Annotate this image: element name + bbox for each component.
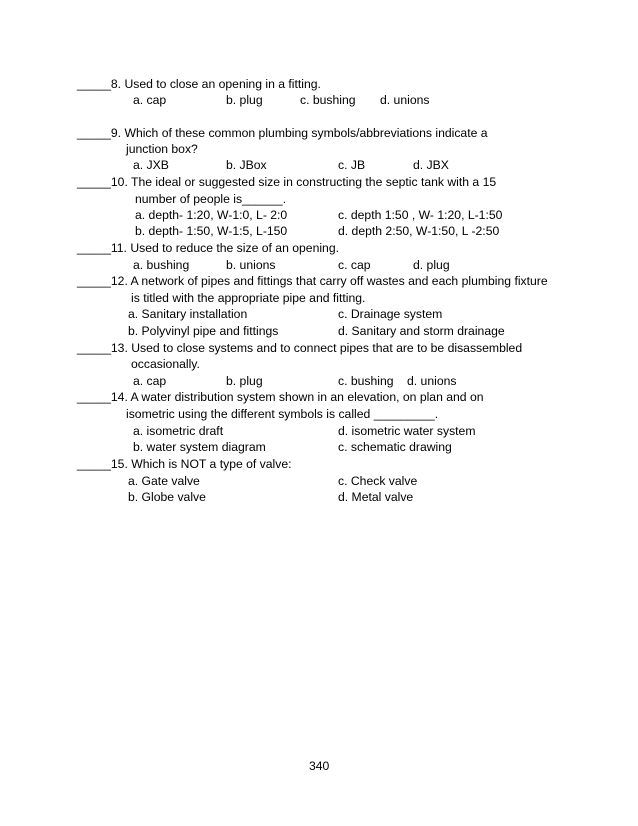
q8-option-d: d. unions — [380, 93, 430, 107]
q15-option-c: c. Check valve — [338, 474, 418, 488]
q13-option-d: d. unions — [407, 374, 457, 388]
q10-option-d: d. depth 2:50, W-1:50, L -2:50 — [338, 224, 500, 238]
q11-option-b: b. unions — [226, 258, 276, 272]
question-9-stem: _____9. Which of these common plumbing symbols/abbreviations indicate a — [77, 126, 488, 140]
question-12-stem-continued: is titled with the appropriate pipe and fitting. — [131, 291, 366, 305]
q12-option-d: d. Sanitary and storm drainage — [338, 324, 505, 338]
q11-option-a: a. bushing — [133, 258, 190, 272]
question-13-stem: _____13. Used to close systems and to connect pipes that are to be disassembled — [77, 341, 523, 355]
q14-option-b: b. water system diagram — [133, 440, 266, 454]
question-11-stem: _____11. Used to reduce the size of an opening. — [77, 241, 339, 255]
question-14-stem: _____14. A water distribution system shown in an elevation, on plan and on — [77, 390, 484, 404]
q8-option-a: a. cap — [133, 93, 167, 107]
q13-option-b: b. plug — [226, 374, 263, 388]
q14-option-a: a. isometric draft — [133, 424, 224, 438]
q10-option-c: c. depth 1:50 , W- 1:20, L-1:50 — [338, 208, 503, 222]
q15-option-d: d. Metal valve — [338, 490, 414, 504]
q10-option-a: a. depth- 1:20, W-1:0, L- 2:0 — [135, 208, 288, 222]
q9-option-b: b. JBox — [226, 158, 267, 172]
q15-option-b: b. Globe valve — [128, 490, 206, 504]
question-14-stem-continued: isometric using the different symbols is called _________. — [126, 407, 439, 421]
question-8-stem: _____8. Used to close an opening in a fitting. — [77, 77, 321, 91]
q15-option-a: a. Gate valve — [128, 474, 200, 488]
q10-option-b: b. depth- 1:50, W-1:5, L-150 — [135, 224, 288, 238]
q8-option-c: c. bushing — [300, 93, 356, 107]
q14-option-c: c. schematic drawing — [338, 440, 452, 454]
q8-option-b: b. plug — [226, 93, 263, 107]
q12-option-b: b. Polyvinyl pipe and fittings — [128, 324, 279, 338]
question-12-stem: _____12. A network of pipes and fittings that carry off wastes and each plumbing fixture — [77, 274, 548, 288]
question-9-stem-continued: junction box? — [126, 142, 198, 156]
q12-option-a: a. Sanitary installation — [128, 307, 248, 321]
question-13-stem-continued: occasionally. — [131, 357, 200, 371]
q9-option-c: c. JB — [338, 158, 366, 172]
q11-option-c: c. cap — [338, 258, 371, 272]
question-10-stem-continued: number of people is______. — [135, 192, 287, 206]
question-10-stem: _____10. The ideal or suggested size in constructing the septic tank with a 15 — [77, 175, 497, 189]
page-number: 340 — [309, 759, 330, 773]
q9-option-d: d. JBX — [413, 158, 449, 172]
q11-option-d: d. plug — [413, 258, 450, 272]
q14-option-d: d. isometric water system — [338, 424, 476, 438]
q12-option-c: c. Drainage system — [338, 307, 443, 321]
q13-option-c: c. bushing — [338, 374, 394, 388]
question-15-stem: _____15. Which is NOT a type of valve: — [77, 457, 292, 471]
q9-option-a: a. JXB — [133, 158, 169, 172]
q13-option-a: a. cap — [133, 374, 167, 388]
